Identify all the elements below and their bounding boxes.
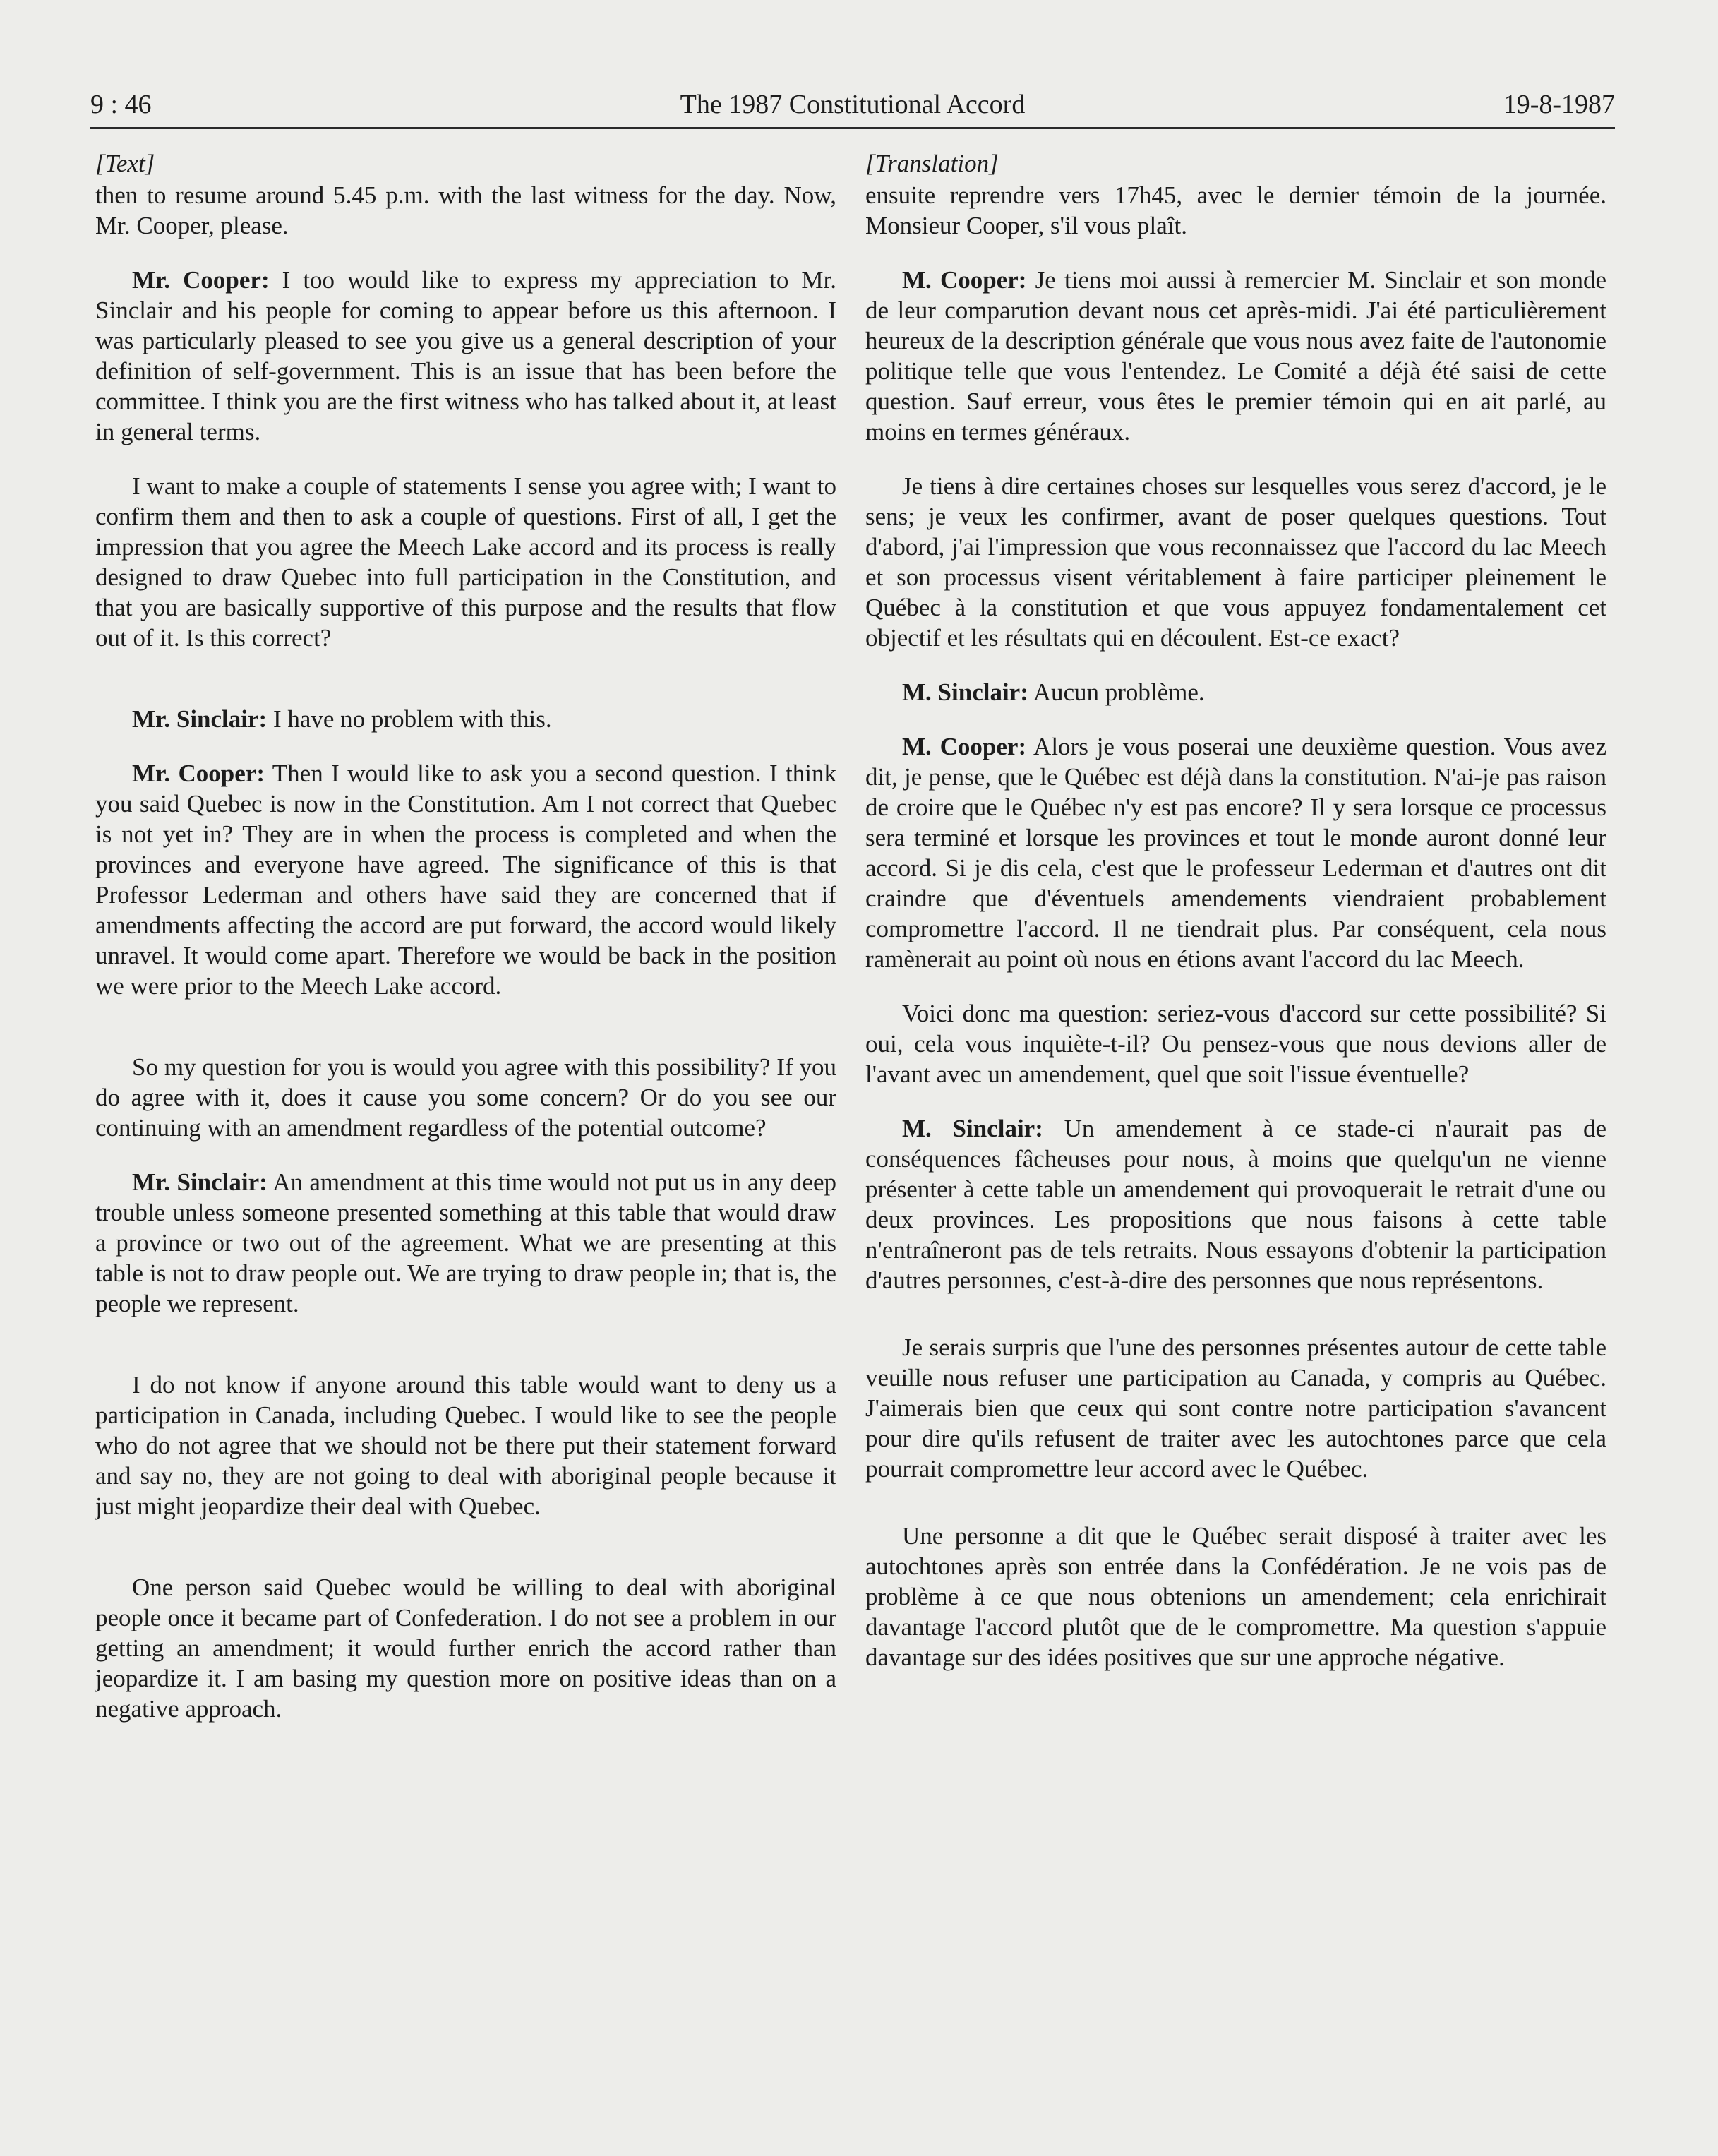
speaker-name: M. Sinclair: <box>902 1115 1043 1142</box>
paragraph: Mr. Cooper: I too would like to express my appreciation to Mr. Sinclair and his people for coming to appear before us this afternoon. I was particularly pleased to see you give us a general description of your definition of self-government. This is an issue that has been before the committee. I think you are the first witness who has talked about it, at least in general terms. <box>95 266 836 445</box>
language-label: [Translation] <box>865 150 999 177</box>
paragraph: then to resume around 5.45 p.m. with the last witness for the day. Now, Mr. Cooper, please. <box>95 181 836 239</box>
speaker-name: Mr. Cooper: <box>132 760 265 787</box>
paragraph: I do not know if anyone around this table would want to deny us a participation in Canada, including Quebec. I would like to see the people who do not agree that we should not be there put their statement forward and say no, they are not going to deal with aboriginal people because it just might jeopardize their deal with Quebec. <box>95 1371 836 1520</box>
paragraph: Mr. Sinclair: An amendment at this time would not put us in any deep trouble unless someone presented something at this table that would draw a province or two out of the agreement. What we are presenting at this table is not to draw people out. We are trying to draw people in; that is, the people we represent. <box>95 1168 836 1317</box>
paragraph: Mr. Sinclair: I have no problem with this. <box>132 705 552 733</box>
paragraph: Mr. Cooper: Then I would like to ask you a second question. I think you said Quebec is now in the Constitution. Am I not correct that Quebec is not yet in? They are in when the process is completed and when the provinces and everyone have agreed. The significance of this is that Professor Lederman and others have said they are concerned that if amendments affecting the accord are put forward, the accord would likely unravel. It would come apart. Therefore we would be back in the position we were prior to the Meech Lake accord. <box>95 760 837 1000</box>
speaker-name: M. Cooper: <box>902 733 1027 760</box>
paragraph: So my question for you is would you agree with this possibility? If you do agree with it, does it cause you some concern? Or do you see our continuing with an amendment regardless of the potential outcome? <box>95 1053 836 1142</box>
speaker-name: M. Sinclair: <box>902 678 1028 706</box>
running-title: The 1987 Constitutional Accord <box>680 90 1026 119</box>
paragraph: M. Sinclair: Aucun problème. <box>902 678 1205 706</box>
french-column <box>865 148 1606 1696</box>
paragraph: M. Cooper: Je tiens moi aussi à remercier M. Sinclair et son monde de leur comparution devant nous cet après-midi. J'ai été particulièrement heureux de la description générale que vous nous avez faite de l'autonomie politique telle que vous l'entendez. Le Comité a déjà été saisi de cette question. Sauf erreur, vous êtes le premier témoin qui en ait parlé, au moins en termes généraux. <box>865 266 1606 445</box>
paragraph: Je tiens à dire certaines choses sur lesquelles vous serez d'accord, je le sens; je veux les confirmer, avant de poser quelques questions. Tout d'abord, j'ai l'impression que vous reconnaissez que l'accord du lac Meech et son processus visent véritablement à faire participer pleinement le Québec à la constitution et que vous appuyez fondamentalement cet objectif et les résultats qui en découlent. Est-ce exact? <box>865 472 1606 652</box>
page-number: 9 : 46 <box>90 90 152 119</box>
language-label: [Text] <box>95 150 155 177</box>
paragraph: I want to make a couple of statements I sense you agree with; I want to confirm them and then to ask a couple of questions. First of all, I get the impression that you agree the Meech Lake accord and its process is really designed to draw Quebec into full participation in the Constitution, and that you are basically supportive of this purpose and the results that flow out of it. Is this correct? <box>95 472 836 652</box>
paragraph: One person said Quebec would be willing to deal with aboriginal people once it became part of Confederation. I do not see a problem in our getting an amendment; it would further enrich the accord rather than jeopardize it. I am basing my question more on positive ideas than on a negative approach. <box>95 1574 836 1723</box>
paragraph: ensuite reprendre vers 17h45, avec le dernier témoin de la journée. Monsieur Cooper, s'il vous plaît. <box>865 181 1606 239</box>
speaker-name: Mr. Cooper: <box>132 266 270 294</box>
speaker-name: Mr. Sinclair: <box>132 705 268 733</box>
paragraph: Voici donc ma question: seriez-vous d'accord sur cette possibilité? Si oui, cela vous inquiète-t-il? Ou pensez-vous que nous devions aller de l'avant avec un amendement, quel que soit l'issue éventuelle? <box>865 1000 1606 1088</box>
speaker-name: Mr. Sinclair: <box>132 1168 268 1196</box>
paragraph: M. Sinclair: Un amendement à ce stade-ci n'aurait pas de conséquences fâcheuses pour nous, à moins que quelqu'un ne vienne présenter à cette table un amendement qui provoquerait le retrait d'une ou deux provinces. Les propositions que nous faisons à cette table n'entraîneront pas de tels retraits. Nous essayons d'obtenir la participation d'autres personnes, c'est-à-dire des personnes que nous représentons. <box>865 1115 1606 1294</box>
page-header <box>90 86 1615 129</box>
english-column <box>95 148 836 1748</box>
paragraph: M. Cooper: Alors je vous poserai une deuxième question. Vous avez dit, je pense, que le Québec est déjà dans la constitution. N'ai-je pas raison de croire que le Québec n'y est pas encore? Il y sera lorsque ce processus sera terminé et lorsque les provinces et tout le monde auront donné leur accord. Si je dis cela, c'est que le professeur Lederman et d'autres ont dit craindre que d'éventuels amendements viendraient probablement compromettre l'accord. Il ne tiendrait plus. Par conséquent, cela nous ramènerait au point où nous en étions avant l'accord du lac Meech. <box>865 733 1606 973</box>
paragraph: Une personne a dit que le Québec serait disposé à traiter avec les autochtones après son entrée dans la Confédération. Je ne vois pas de problème à ce que nous obtenions un amendement; cela enrichirait davantage l'accord plutôt que de le compromettre. Ma question s'appuie davantage sur des idées positives que sur une approche négative. <box>865 1522 1606 1671</box>
paragraph: Je serais surpris que l'une des personnes présentes autour de cette table veuille nous refuser une participation au Canada, y compris au Québec. J'aimerais bien que ceux qui sont contre notre participation s'avancent pour dire qu'ils refusent de traiter avec les autochtones parce que cela pourrait compromettre leur accord avec le Québec. <box>865 1334 1606 1483</box>
page-date: 19-8-1987 <box>1503 90 1615 119</box>
speaker-name: M. Cooper: <box>902 266 1027 294</box>
